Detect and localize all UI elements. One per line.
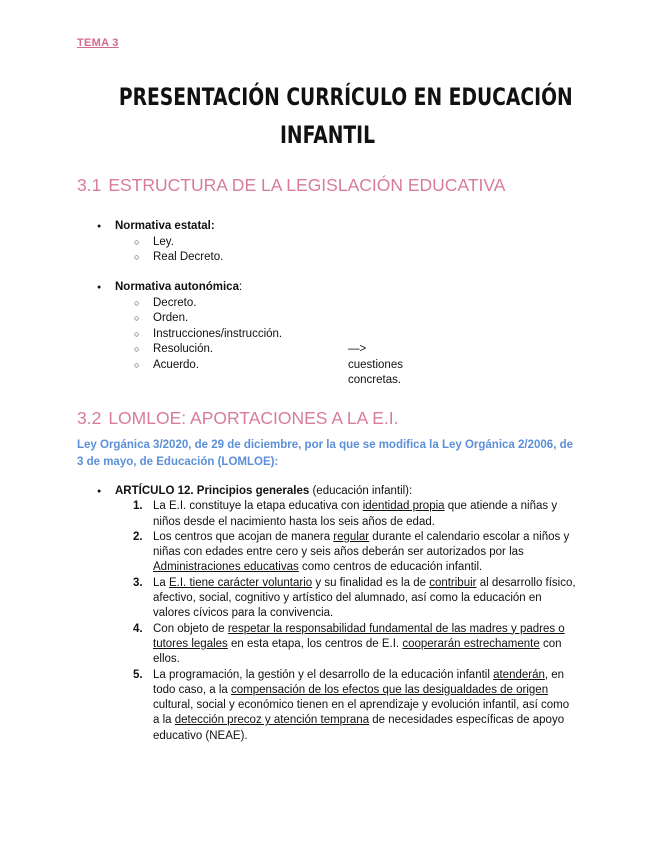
principle-item	[0, 499, 576, 530]
autonomica-list	[0, 280, 403, 386]
list-item-label: Normativa estatal:	[115, 220, 215, 232]
text: al desarrollo físico, afectivo, social, cognitivo y artístico del alumnado, así como la educación en valores cívicos para la convivencia.	[153, 576, 576, 620]
text: cultural, social y económico tienen en el aprendizaje y evolución infantil, así como a la	[153, 699, 570, 727]
text: Con objeto de	[153, 622, 228, 635]
text: con ellos.	[153, 637, 562, 666]
colon: :	[238, 281, 243, 293]
law-reference: Ley Orgánica 3/2020, de 29 de diciembre, por la que se modifica la Ley Orgánica 2/2006, de 3 de mayo, de Educación (LOMLOE):	[77, 439, 573, 468]
list-item	[0, 219, 223, 235]
estatal-list	[0, 219, 223, 266]
article-suffix: (educación infantil):	[309, 485, 413, 497]
text: , en todo caso, a la	[153, 668, 565, 696]
list-subitem: ○ Orden.	[0, 311, 282, 327]
text: en esta etapa, los centros de E.I.	[227, 637, 403, 650]
list-subitem-text: Resolución.	[153, 343, 214, 355]
text: y su finalidad es la de	[312, 576, 430, 589]
section-number: 3.1	[77, 175, 102, 195]
underlined-text: detección precoz y atención temprana	[174, 714, 370, 727]
section-number: 3.2	[77, 408, 102, 428]
list-subitem: ○ Instrucciones/instrucción.	[0, 327, 282, 343]
section-title: ESTRUCTURA DE LA LEGISLACIÓN EDUCATIVA	[108, 175, 506, 195]
list-item	[0, 280, 282, 296]
underlined-text: contribuir	[429, 576, 477, 589]
principle-item	[0, 622, 576, 668]
item-number: 1.	[133, 500, 143, 513]
page-title-line-2: INFANTIL	[279, 121, 376, 149]
section-title: LOMLOE: APORTACIONES A LA E.I.	[108, 408, 399, 428]
topic-label: TEMA 3	[77, 37, 119, 49]
underlined-text: atenderán	[493, 668, 545, 681]
principle-item	[0, 576, 576, 622]
underlined-text: cooperarán estrechamente	[402, 637, 540, 650]
underlined-text: respetar la responsabilidad fundamental de las madres y padres o tutores legales	[153, 622, 565, 650]
list-subitem: ○ Acuerdo.	[0, 358, 282, 374]
underlined-text: Administraciones educativas	[153, 561, 299, 574]
article-heading	[0, 484, 576, 499]
text: que atiende a niñas y niños desde el nacimiento hasta los seis años de edad.	[153, 500, 558, 528]
item-number: 2.	[133, 530, 143, 543]
list-subitem: ○ Ley.	[0, 235, 223, 251]
text: La	[153, 576, 169, 589]
principle-item	[0, 668, 576, 744]
underlined-text: compensación de los efectos que las desigualdades de origen	[231, 683, 549, 696]
item-number: 4.	[133, 622, 143, 635]
article-block	[0, 484, 576, 744]
page-title	[118, 78, 573, 154]
note-text: —> cuestiones concretas.	[348, 343, 403, 386]
item-number: 5.	[133, 668, 143, 681]
section-heading-3-2	[77, 408, 399, 429]
principle-item	[0, 530, 576, 576]
text: La programación, la gestión y el desarrollo de la educación infantil	[153, 668, 494, 681]
underlined-text: identidad propia	[362, 500, 445, 513]
text: Los centros que acojan de manera	[153, 530, 334, 543]
list-subitem: ○ Decreto.	[0, 296, 282, 312]
text: de necesidades específicas de apoyo educativo (NEAE).	[153, 714, 565, 742]
page-title-line-1: PRESENTACIÓN CURRÍCULO EN EDUCACIÓN	[118, 83, 573, 111]
list-item-label: Normativa autonómica	[115, 281, 239, 293]
section-heading-3-1	[77, 175, 505, 196]
text: durante el calendario escolar a niños y niñas con edades entre cero y seis años deberán ser autorizados por las	[153, 530, 570, 559]
text: como centros de educación infantil.	[298, 561, 483, 574]
underlined-text: regular	[333, 530, 370, 543]
list-subitem: ○ Real Decreto.	[0, 250, 223, 266]
text: La E.I. constituye la etapa educativa con	[153, 500, 363, 513]
underlined-text: E.I. tiene carácter voluntario	[169, 576, 313, 589]
article-label: ARTÍCULO 12. Principios generales	[115, 485, 310, 497]
item-number: 3.	[133, 576, 143, 589]
